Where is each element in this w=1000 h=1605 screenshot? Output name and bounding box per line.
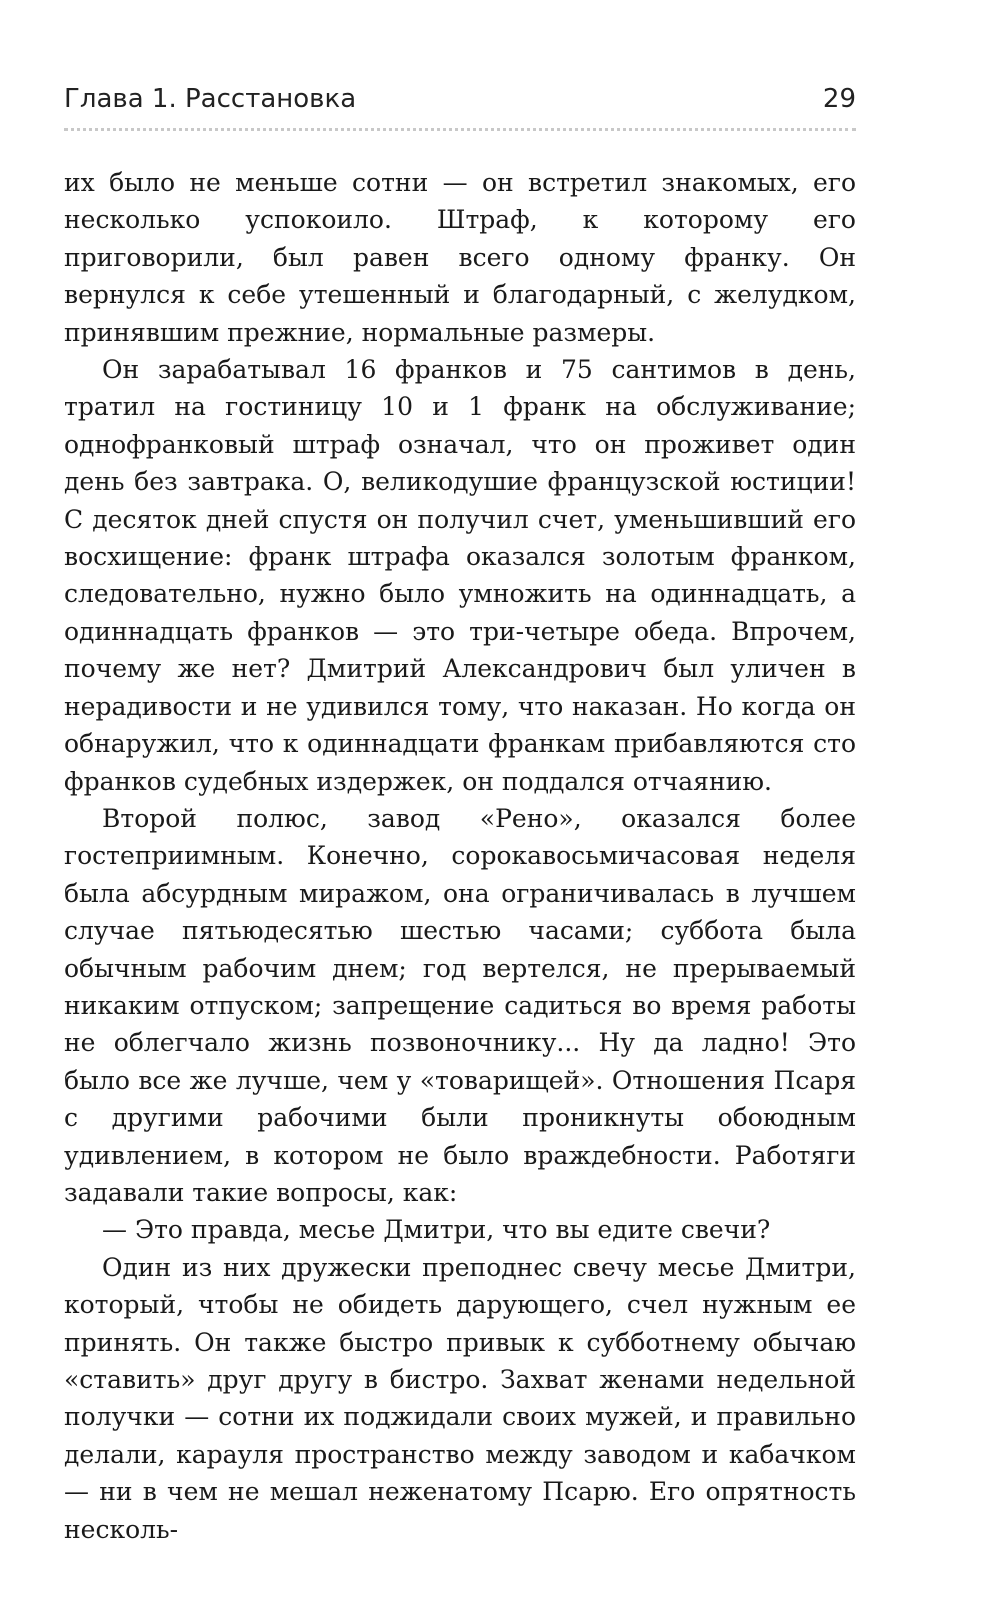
chapter-title: Глава 1. Расстановка — [64, 84, 357, 114]
paragraph: Один из них дружески преподнес свечу месье Дмитри, который, чтобы не обидеть дарующего, счел нужным ее принять. Он также быстро привык к субботнему обычаю «ставить» друг другу в бистро. Захват женами недельной получки — сотни их поджидали своих мужей, и правильно делали, карауля пространство между заводом и кабачком — ни в чем не мешал неженатому Псарю. Его опрятность несколь- — [64, 1252, 856, 1544]
paragraph: их было не меньше сотни — он встретил знакомых, его несколько успокоило. Штраф, к которому его приговорили, был равен всего одному франку. Он вернулся к себе утешенный и благодарный, с желудком, принявшим прежние, нормальные размеры. — [64, 168, 856, 347]
page-number: 29 — [822, 84, 856, 114]
running-head — [64, 78, 856, 122]
body-text — [64, 164, 856, 1548]
dialogue-line: — Это правда, месье Дмитри, что вы едите свечи? — [102, 1215, 771, 1245]
paragraph: Он зарабатывал 16 франков и 75 сантимов в день, тратил на гостиницу 10 и 1 франк на обслуживание; однофранковый штраф означал, что он проживет один день без завтрака. О, великодушие французской юстиции! С десяток дней спустя он получил счет, уменьшивший его восхищение: франк штрафа оказался золотым франком, следовательно, нужно было умножить на одиннадцать, а одиннадцать франков — это три-четыре обеда. Впрочем, почему же нет? Дмитрий Александрович был уличен в нерадивости и не удивился тому, что наказан. Но когда он обнаружил, что к одиннадцати франкам прибавляются сто франков судебных издержек, он поддался отчаянию. — [64, 355, 856, 796]
header-rule — [64, 128, 856, 131]
paragraph: Второй полюс, завод «Рено», оказался более гостеприимным. Конечно, сорокавосьмичасовая неделя была абсурдным миражом, она ограничивалась в лучшем случае пятьюдесятью шестью часами; суббота была обычным рабочим днем; год вертелся, не прерываемый никаким отпуском; запрещение садиться во время работы не облегчало жизнь позвоночнику... Ну да ладно! Это было все же лучше, чем у «товарищей». Отношения Псаря с другими рабочими были проникнуты обоюдным удивлением, в котором не было враждебности. Работяги задавали такие вопросы, как: — [64, 803, 856, 1207]
